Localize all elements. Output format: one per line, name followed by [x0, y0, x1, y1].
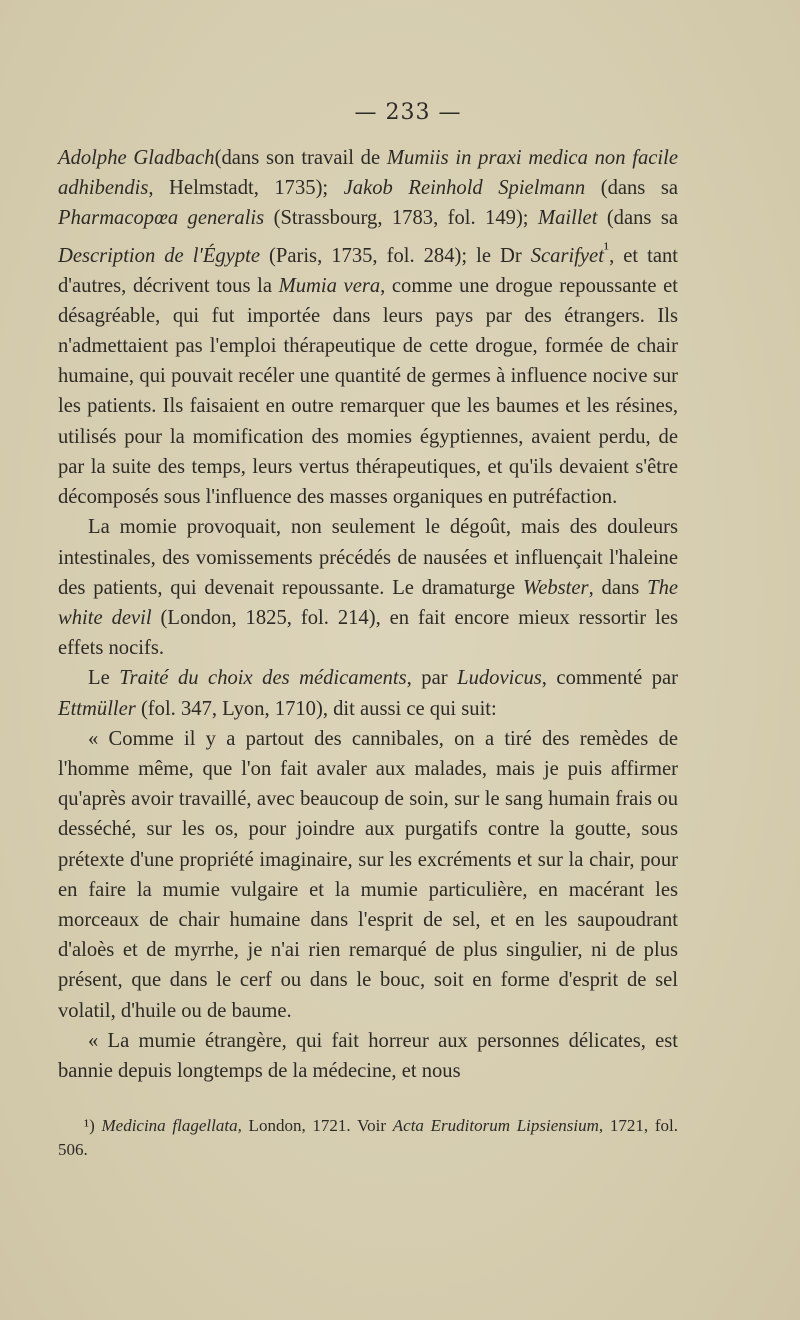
footnote	[58, 1114, 678, 1162]
paragraph	[58, 512, 678, 663]
italic-text: Ettmüller	[58, 697, 136, 720]
text-segment: La momie provoquait, non seulement le dégoût, mais des douleurs intestinales, des vomissements précédés de nausées et influençait l'haleine des patients, qui devenait repoussante. Le dramaturge	[58, 516, 678, 599]
italic-text: The white devil	[58, 576, 678, 629]
text-segment: « La mumie étrangère, qui fait horreur aux personnes délicates, est bannie depuis longtemps de la médecine, et nous	[58, 1029, 678, 1082]
text-segment: ¹)	[84, 1116, 102, 1136]
book-page	[58, 100, 678, 1162]
text-segment: , 1721, fol. 506.	[58, 1116, 678, 1160]
italic-text: Acta Eruditorum Lipsiensium	[392, 1116, 599, 1136]
text-segment: (Strassbourg, 1783, fol. 149);	[264, 207, 538, 230]
italic-text: Maillet	[537, 207, 598, 230]
text-segment: , par	[406, 667, 458, 690]
text-segment: (dans sa	[585, 177, 678, 200]
italic-text: Mumia vera	[278, 274, 381, 297]
italic-text: Jakob Reinhold Spielmann	[343, 177, 586, 200]
italic-text: Medicina flagellata	[101, 1116, 238, 1136]
paragraph	[58, 1026, 678, 1086]
italic-text: Traité du choix des médicaments	[119, 667, 407, 690]
paragraph	[58, 143, 678, 512]
text-segment: , dans	[588, 576, 648, 599]
text-segment: Le	[88, 667, 120, 690]
footnote-marker: ¹	[603, 238, 610, 258]
italic-text: Pharmacopœa generalis	[58, 207, 265, 230]
paragraph	[58, 663, 678, 723]
italic-text: Mumiis in praxi medica non facile adhibendis	[58, 147, 678, 200]
text-segment: , commenté par	[541, 667, 679, 690]
text-segment: (Paris, 1735, fol. 284); le Dr	[260, 244, 531, 267]
text-segment: « Comme il y a partout des cannibales, on a tiré des remèdes de l'homme même, que l'on fait avaler aux malades, mais je puis affirmer qu'après avoir travaillé, avec beaucoup de soin, sur le sang humain frais ou desséché, sur les os, pour joindre aux purgatifs contre la goutte, sous prétexte d'une propriété imaginaire, sur les excréments et sur la chair, pour en faire la mumie vulgaire et la mumie particulière, en macérant les morceaux de chair humaine dans l'esprit de sel, et en les saupoudrant d'aloès et de myrrhe, je n'ai rien remarqué de plus singulier, ni de plus présent, que dans le cerf ou dans le bouc, soit en forme d'esprit de sel volatil, d'huile ou de baume.	[58, 727, 678, 1022]
text-segment: (London, 1825, fol. 214), en fait encore mieux ressortir les effets nocifs.	[58, 606, 678, 660]
italic-text: Ludovicus	[457, 667, 542, 690]
text-segment: , London, 1721. Voir	[237, 1116, 393, 1136]
body-text	[58, 143, 678, 1086]
text-segment: , Helmstadt, 1735);	[148, 177, 344, 200]
italic-text: Webster	[522, 576, 589, 599]
page-number: — 233 —	[354, 100, 462, 125]
text-segment: (fol. 347, Lyon, 1710), dit aussi ce qui suit:	[135, 697, 497, 720]
paragraph	[58, 724, 678, 1026]
italic-text: Description de l'Égypte	[58, 244, 261, 267]
text-segment: , et tant d'autres, décrivent tous la	[58, 244, 678, 297]
text-segment: (dans sa	[597, 207, 678, 230]
italic-text: Adolphe Gladbach	[58, 147, 215, 169]
italic-text: Scarifyet	[530, 244, 604, 267]
text-segment: , comme une drogue repoussante et désagréable, qui fut importée dans leurs pays par des étrangers. Ils n'admettaient pas l'emploi thérapeutique de cette drogue, formée de chair humaine, qui pouvait recéler une quantité de germes à influence nocive sur les patients. Ils faisaient en outre remarquer que les baumes et les résines, utilisés pour la momification des momies égyptiennes, avaient perdu, de par la suite des temps, leurs vertus thérapeutiques, et qu'ils devaient s'être décomposés sous l'influence des masses organiques en putréfaction.	[58, 274, 678, 509]
text-segment: (dans son travail de	[214, 147, 387, 169]
